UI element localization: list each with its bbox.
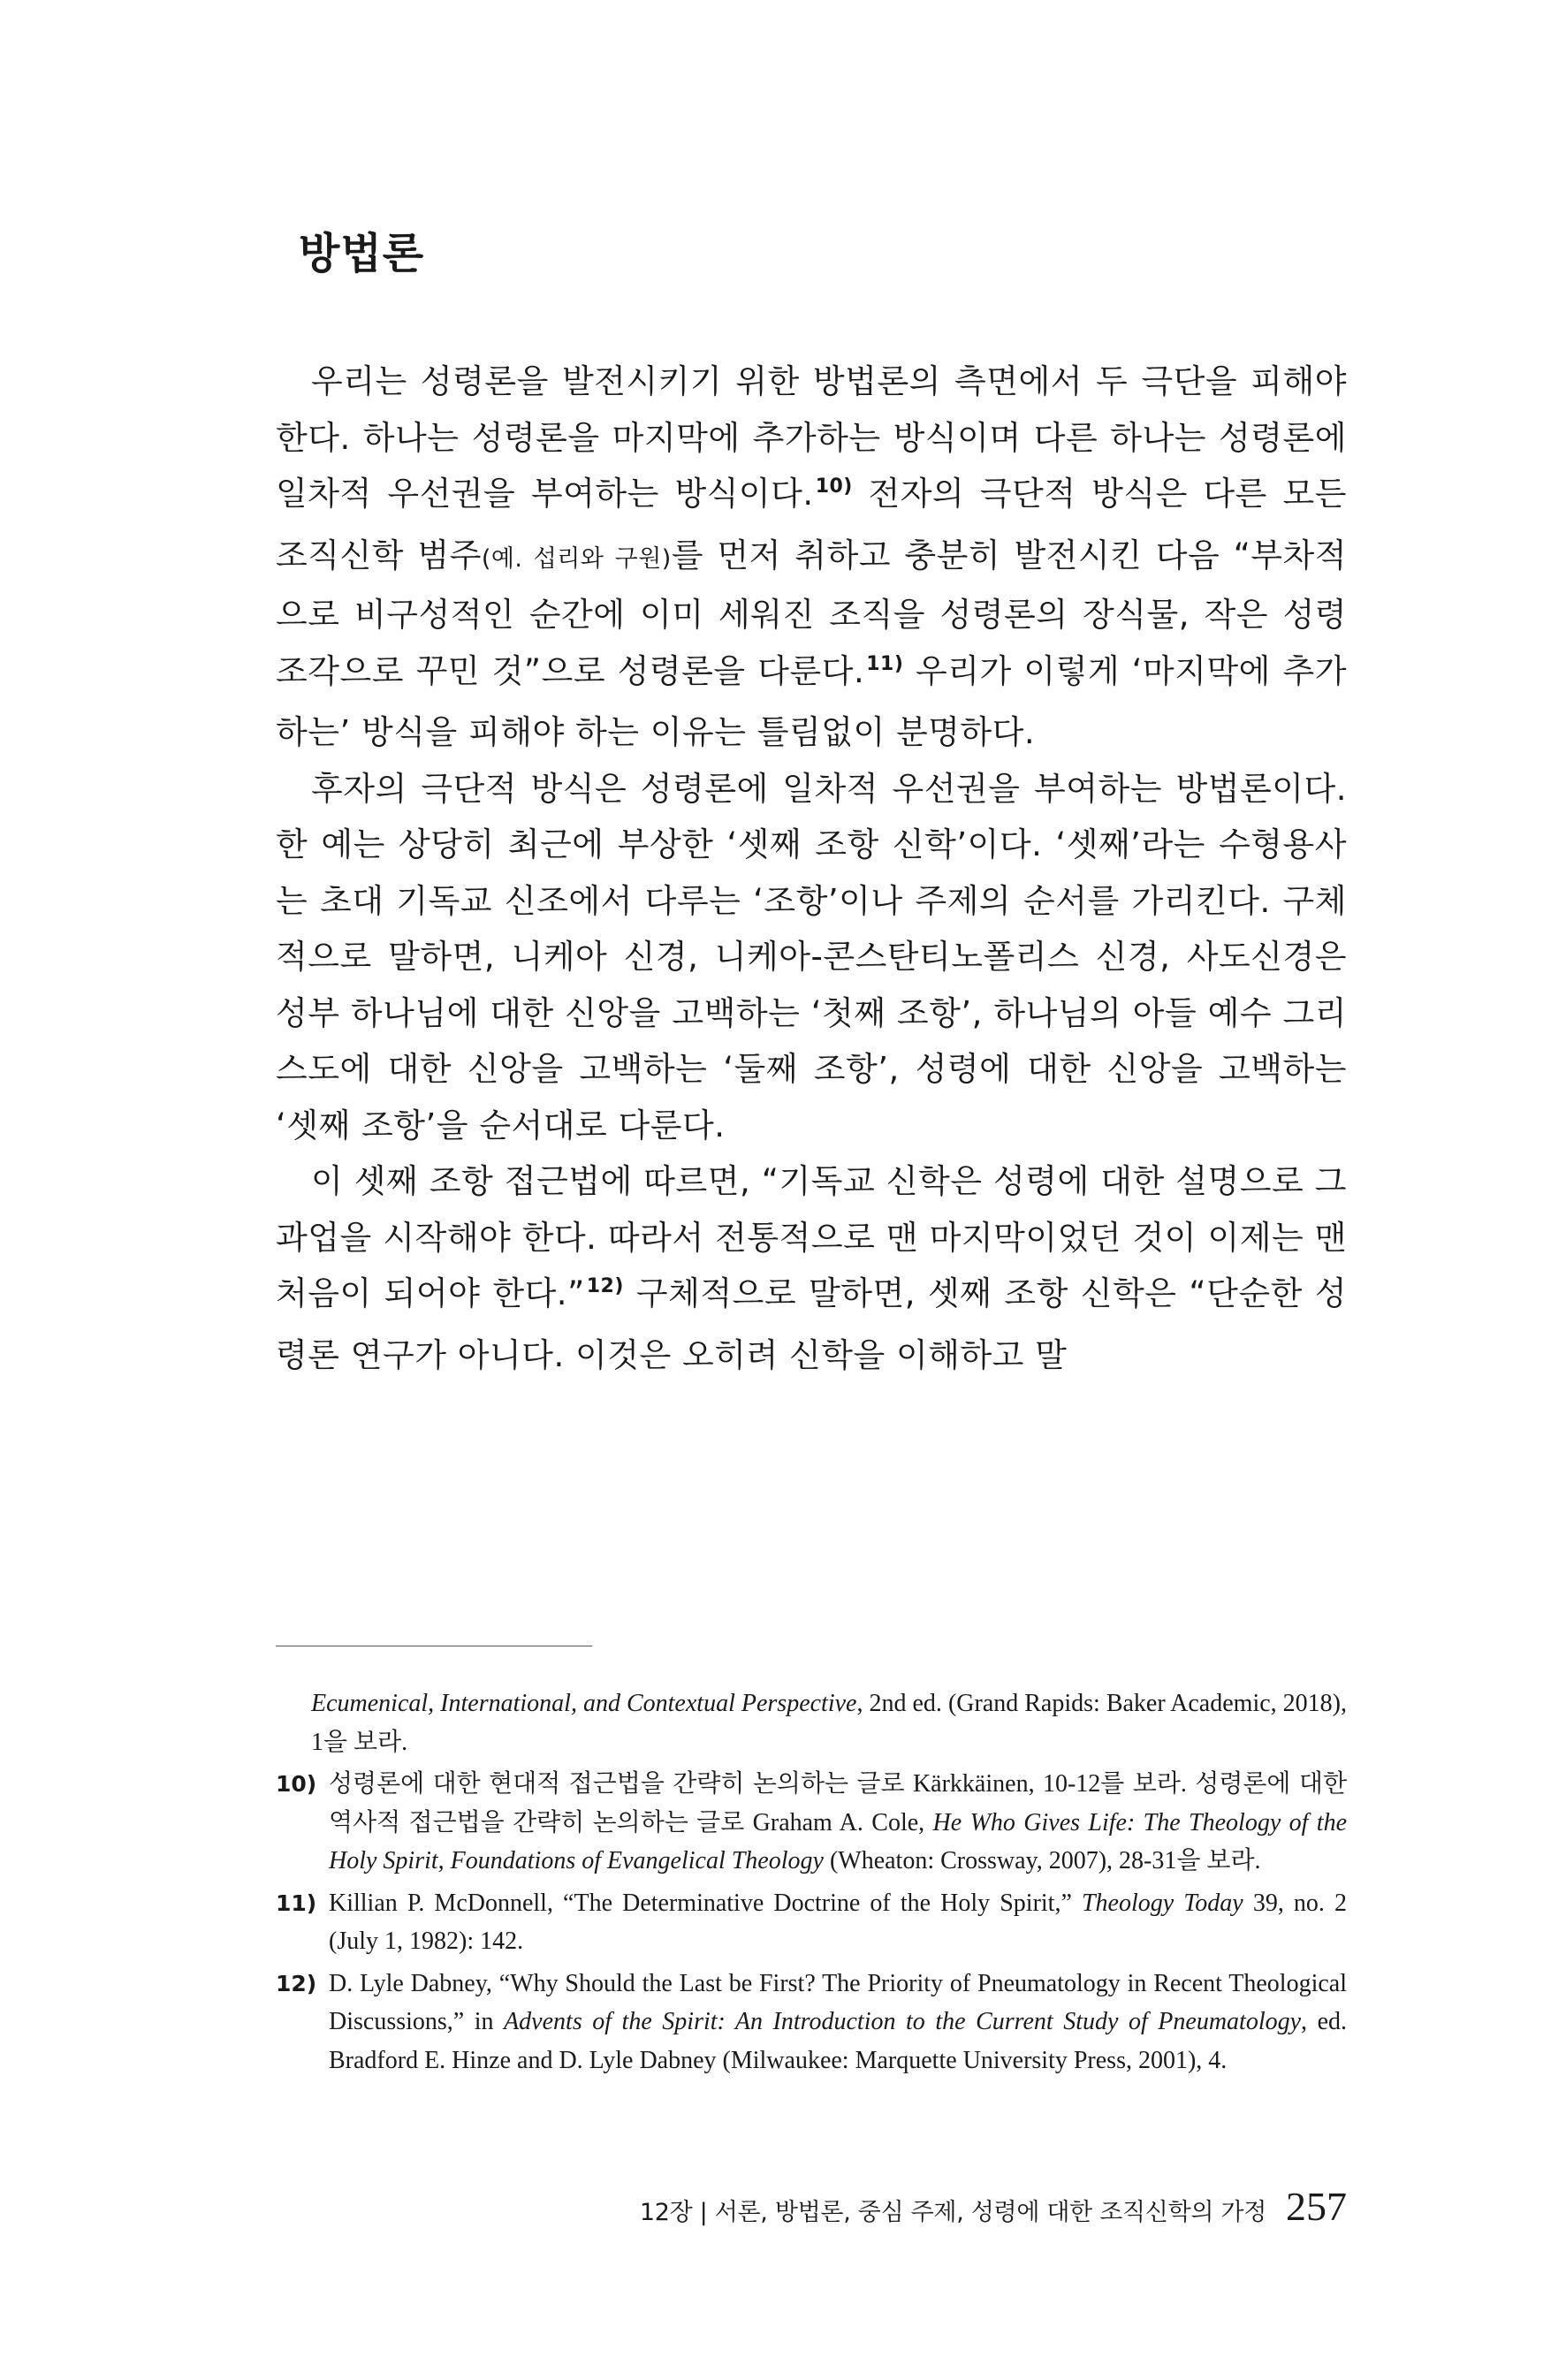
footnote-10-text-a: 성령론에 대한 현대적 접근법을 간략히 논의하는 글로 Kärkkäinen, 10-12를 보라. 성령론에 대한 역사적 접근법을 간략히 논의하는 글로 Graham A. Cole, [329,1770,1347,1836]
footnote-10-title: He Who Gives Life: The Theology of the Holy Spirit, Foundations of Evangelical Theology [329,1808,1347,1874]
footnote-11-title: Theology Today [1081,1889,1243,1917]
footnote-11-number: 11) [276,1890,317,1916]
footnote-10-number: 10) [276,1771,317,1797]
footnote-12 [276,1965,1347,2080]
running-head: 12장 | 서론, 방법론, 중심 주제, 성령에 대한 조직신학의 가정 [639,2199,1266,2226]
paragraph-3 [276,1153,1347,1383]
footnote-continuation [276,1684,1347,1761]
footnote-10 [276,1765,1347,1881]
footnote-ref-10[interactable]: 10) [815,475,853,498]
paragraph-3-text-b: 구체적으로 말하면, 셋째 조항 신학은 “단순한 성령론 연구가 아니다. 이것은 오히려 신학을 이해하고 말 [276,1274,1348,1374]
footnote-10-text-b: (Wheaton: Crossway, 2007), 28-31을 보라. [823,1847,1261,1874]
footnote-continuation-text: , 2nd ed. (Grand Rapids: Baker Academic, 2018), 1을 보라. [311,1690,1347,1756]
footnote-ref-12[interactable]: 12) [586,1275,624,1297]
footnote-11-text-a: Killian P. McDonnell, “The Determinative Doctrine of the Holy Spirit,” [329,1889,1082,1917]
footnotes [276,1684,1347,2083]
paragraph-1-text-a: 우리는 성령론을 발전시키기 위한 방법론의 측면에서 두 극단을 피해야 한다. 하나는 성령론을 마지막에 추가하는 방식이며 다른 하나는 성령론에 일차적 우선권을 부여하는 방식이다. [276,362,1347,513]
page-footer [583,2183,1347,2230]
footnote-12-text-a: D. Lyle Dabney, “Why Should the Last be First? The Priority of Pneumatology in Recent Theological Discussions,” in [329,1969,1347,2035]
footnote-continuation-title: Ecumenical, International, and Contextual Perspective [311,1690,857,1717]
body-text [276,354,1347,1383]
footnote-12-title: Advents of the Spirit: An Introduction to the Current Study of Pneumatology [504,2008,1302,2035]
paragraph-1 [276,354,1347,761]
footnote-11-text-b: 39, no. 2 (July 1, 1982): 142. [329,1889,1348,1955]
section-heading: 방법론 [299,229,425,278]
paragraph-1-text-b: 전자의 극단적 방식은 다른 모든 조직신학 범주 [276,475,1347,574]
footnote-12-text-b: , ed. Bradford E. Hinze and D. Lyle Dabney (Milwaukee: Marquette University Press, 2001), 4. [329,2008,1347,2074]
paragraph-1-parenthetical: (예. 섭리와 구원) [481,544,672,573]
footnote-12-number: 12) [276,1970,317,1996]
paragraph-1-text-c: 를 먼저 취하고 충분히 발전시킨 다음 “부차적으로 비구성적인 순간에 이미 세워진 조직을 성령론의 장식물, 작은 성령 조각으로 꾸민 것”으로 성령론을 다룬다. [276,536,1348,690]
page-number: 257 [1286,2184,1347,2229]
footnote-11 [276,1884,1347,1961]
paragraph-3-text-a: 이 셋째 조항 접근법에 따르면, “기독교 신학은 성령에 대한 설명으로 그 과업을 시작해야 한다. 따라서 전통적으로 맨 마지막이었던 것이 이제는 맨 처음이 되어야 한다.” [276,1162,1347,1312]
paragraph-1-text-d: 우리가 이렇게 ‘마지막에 추가하는’ 방식을 피해야 하는 이유는 틀림없이 분명하다. [276,651,1347,751]
footnote-ref-11[interactable]: 11) [866,652,904,675]
paragraph-2: 후자의 극단적 방식은 성령론에 일차적 우선권을 부여하는 방법론이다. 한 예는 상당히 최근에 부상한 ‘셋째 조항 신학’이다. ‘셋째’라는 수형용사는 초대 기독교 신조에서 다루는 ‘조항’이나 주제의 순서를 가리킨다. 구체적으로 말하면, 니케아 신경, 니케아-콘스탄티노폴리스 신경, 사도신경은 성부 하나님에 대한 신앙을 고백하는 ‘첫째 조항’, 하나님의 아들 예수 그리스도에 대한 신앙을 고백하는 ‘둘째 조항’, 성령에 대한 신앙을 고백하는 ‘셋째 조항’을 순서대로 다룬다. [276,769,1347,1144]
